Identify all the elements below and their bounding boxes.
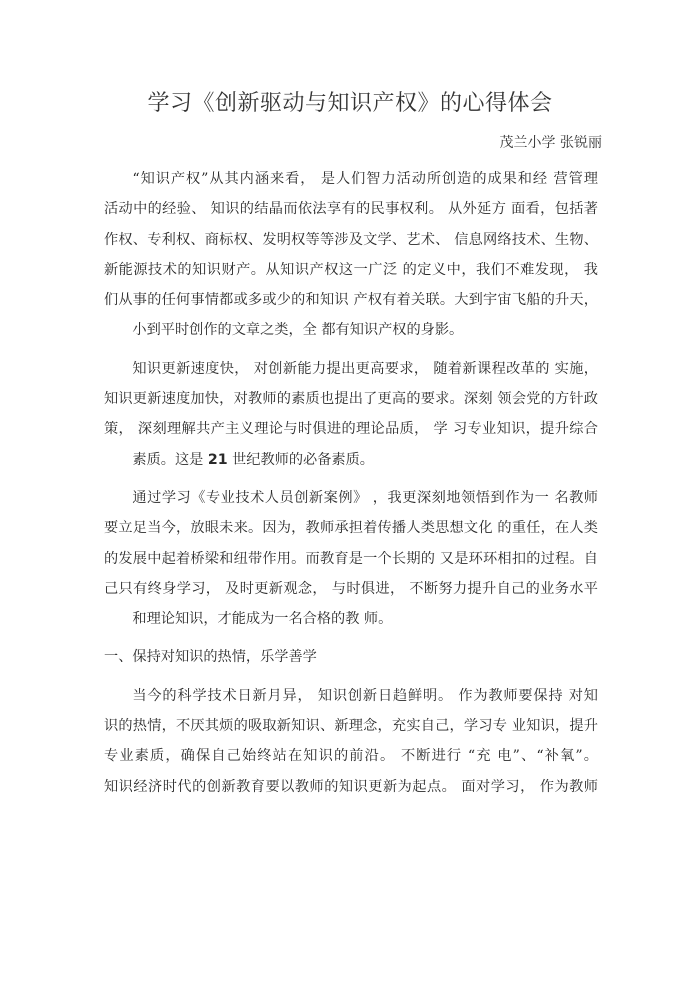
paragraph-2-lines: 知识更新速度快， 对创新能力提出更高要求， 随着新课程改革的 实施， 知识更新速度加快，对教师的素质也提出了更高的要求。深刻 领会党的方针政 策， 深刻理解共产主义理论与时俱进的理论品质， 学 习专业知识，提升综合 bbox=[104, 360, 598, 438]
paragraph-3 bbox=[104, 483, 598, 634]
section-paragraph-lines: 当今的科学技术日新月异， 知识创新日趋鲜明。 作为教师要保持 对知 识的热情，不厌其烦的吸取新知识、新理念，充实自己，学习专 业知识，提升 专业素质，确保自己始终站在知识的前沿。 不断进行 “充 电”、“补氧”。 知识经济时代的创新教育要以教师的知识更新为起点。 面对学习， 作为教师 bbox=[104, 687, 598, 795]
section-paragraph bbox=[104, 681, 598, 802]
paragraph-2-last-post: 世纪教师的必备素质。 bbox=[227, 451, 374, 468]
paragraph-1-last-line: 小到平时创作的文章之类，全 都有知识产权的身影。 bbox=[132, 322, 464, 339]
paragraph-2-last-pre: 素质。这是 bbox=[132, 451, 208, 468]
paragraph-3-lines: 通过学习《专业技术人员创新案例》 ，我更深刻地领悟到作为一 名教师 要立足当今，放眼未来。因为，教师承担着传播人类思想文化 的重任，在人类 的发展中起着桥梁和纽带作用。而教育是一个长期的 又是环环相扣的过程。自 己只有终身学习， 及时更新观念， 与时俱进， 不断努力提升自己的业务水平 bbox=[104, 489, 598, 597]
document-title: 学习《创新驱动与知识产权》的心得体会 bbox=[147, 91, 553, 116]
paragraph-2 bbox=[104, 354, 598, 475]
paragraph-2-last-line bbox=[104, 445, 598, 475]
paragraph-1-lines: “知识产权”从其内涵来看， 是人们智力活动所创造的成果和经 营管理 活动中的经验、 知识的结晶而依法享有的民事权利。 从外延方 面看，包括著 作权、专利权、商标权、发明权等等涉及文学、艺术、 信息网络技术、生物、 新能源技术的知识财产。从知识产权这一广泛 的定义中，我们不难发现， 我 们从事的任何事情都或多或少的和知识 产权有着关联。大到宇宙飞船的升天， bbox=[104, 171, 598, 309]
section-heading: 一、保持对知识的热情，乐学善学 bbox=[104, 649, 317, 666]
author-line: 茂兰小学 张锐丽 bbox=[499, 135, 602, 151]
paragraph-3-last-line: 和理论知识，才能成为一名合格的教 师。 bbox=[132, 611, 393, 628]
paragraph-1 bbox=[104, 164, 598, 346]
century-number: 21 bbox=[207, 451, 228, 468]
document-body bbox=[104, 164, 598, 810]
